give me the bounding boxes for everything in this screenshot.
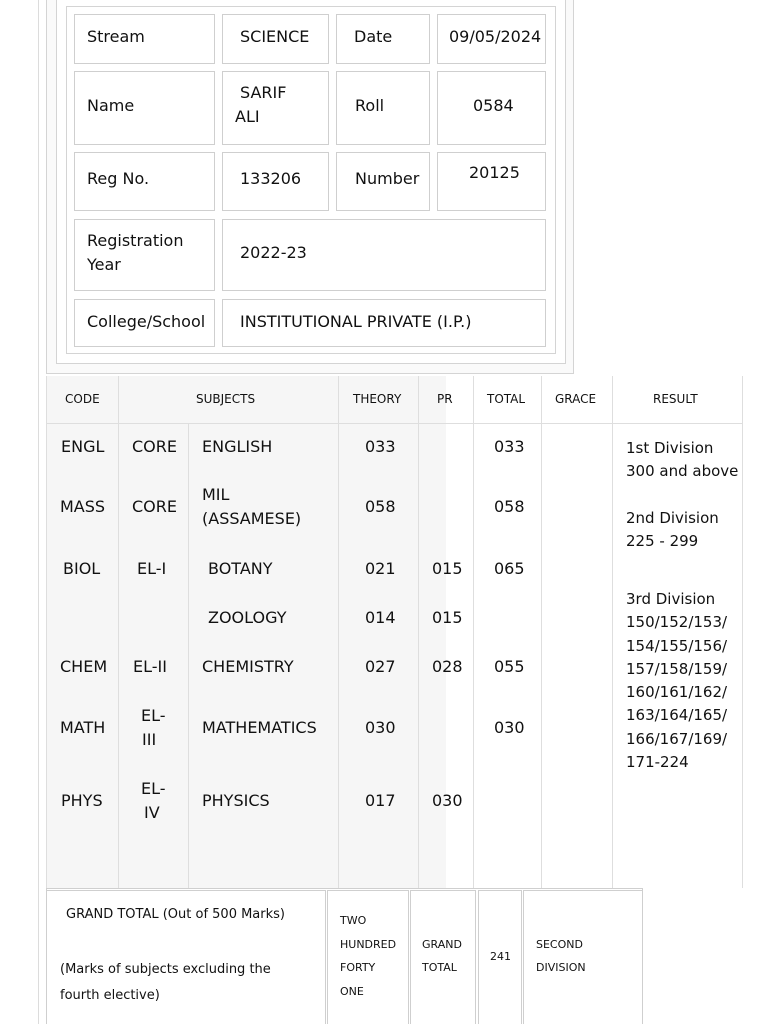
grand-total-note-line2: fourth elective) [60,988,160,1003]
table-row-code: MASS [60,497,106,516]
result-line: 163/164/165/ [626,706,728,724]
table-row-code: ENGL [61,437,105,456]
college-value: INSTITUTIONAL PRIVATE (I.P.) [240,312,472,331]
header-theory: THEORY [353,392,402,406]
col-line-6 [541,376,542,888]
number-value: 20125 [469,163,520,182]
col-line-7 [612,376,613,888]
grand-total-words-line4: ONE [340,985,364,998]
table-row-subject: ZOOLOGY [208,608,287,627]
result-line: 2nd Division [626,509,719,527]
header-result: RESULT [653,392,698,406]
table-row-total: 058 [494,497,525,516]
table-row-total: 055 [494,657,525,676]
regyear-label-line2: Year [87,255,121,274]
table-row-subject: CHEMISTRY [202,657,294,676]
table-row-type: CORE [132,497,177,516]
table-row-type-line2: III [142,730,157,749]
name-label: Name [87,96,135,115]
outer-frame-left [38,0,39,1024]
number-label: Number [355,169,420,188]
table-row-theory: 017 [365,791,396,810]
result-line: 150/152/153/ [626,613,728,631]
table-row-pr: 030 [432,791,463,810]
table-row-theory: 058 [365,497,396,516]
roll-label: Roll [355,96,385,115]
table-row-type: CORE [132,437,177,456]
table-row-subject-line2: (ASSAMESE) [202,509,302,528]
table-row-subject: BOTANY [208,559,273,578]
table-row-code: BIOL [63,559,101,578]
reg-label: Reg No. [87,169,150,188]
result-line: 160/161/162/ [626,683,728,701]
division-cell [523,890,643,1024]
table-row-theory: 021 [365,559,396,578]
result-line: 300 and above [626,462,739,480]
grand-total-label: GRAND TOTAL (Out of 500 Marks) [66,907,285,922]
stream-label: Stream [87,27,145,46]
header-total: TOTAL [487,392,526,406]
table-row-code: MATH [60,718,106,737]
grand-total-words-line1: TWO [340,914,367,927]
result-line: 171-224 [626,753,689,771]
table-row-type: EL-I [137,559,167,578]
college-label: College/School [87,312,206,331]
col-line-4 [418,376,419,888]
roll-value: 0584 [473,96,514,115]
result-line: 154/155/156/ [626,637,728,655]
table-row-code: CHEM [60,657,108,676]
col-line-5 [473,376,474,888]
grand-total-value: 241 [490,950,511,963]
result-line: 157/158/159/ [626,660,728,678]
grand-total-words-cell [327,890,409,1024]
header-grace: GRACE [555,392,597,406]
table-row-theory: 027 [365,657,396,676]
table-row-total: 065 [494,559,525,578]
stream-value: SCIENCE [240,27,310,46]
col-line-8 [742,376,743,888]
table-row-theory: 014 [365,608,396,627]
table-row-theory: 033 [365,437,396,456]
grand-total-words-line2: HUNDRED [340,938,397,951]
table-row-pr: 028 [432,657,463,676]
result-line: 3rd Division [626,590,716,608]
regyear-value: 2022-23 [240,243,307,262]
result-line: 225 - 299 [626,532,699,550]
result-line: 1st Division [626,439,714,457]
result-line: 166/167/169/ [626,730,728,748]
name-value-line1: SARIF [240,83,287,102]
col-line-2 [188,423,189,888]
grand-total-heading-line1: GRAND [422,938,462,951]
grand-total-words-line3: FORTY [340,961,376,974]
date-label: Date [354,27,393,46]
table-row-subject: MIL [202,485,230,504]
table-row-theory: 030 [365,718,396,737]
table-row-pr: 015 [432,608,463,627]
col-line-0 [46,376,47,888]
table-row-total: 033 [494,437,525,456]
reg-value: 133206 [240,169,302,188]
table-row-subject: PHYSICS [202,791,270,810]
table-row-type: EL-II [133,657,167,676]
table-row-subject: ENGLISH [202,437,273,456]
table-row-type-line2: IV [144,803,160,822]
name-value-line2: ALI [235,107,260,126]
header-subjects: SUBJECTS [196,392,256,406]
grand-total-heading-line2: TOTAL [422,961,457,974]
header-code: CODE [65,392,100,406]
division-line2: DIVISION [536,961,586,974]
header-pr: PR [437,392,453,406]
table-row-type: EL- [141,779,166,798]
col-line-3 [338,376,339,888]
table-row-total: 030 [494,718,525,737]
table-row-type: EL- [141,706,166,725]
table-row-code: PHYS [61,791,103,810]
col-line-1 [118,376,119,888]
table-row-subject: MATHEMATICS [202,718,317,737]
date-value: 09/05/2024 [449,27,542,46]
table-row-pr: 015 [432,559,463,578]
regyear-label-line1: Registration [87,231,184,250]
division-line1: SECOND [536,938,583,951]
grand-total-note-line1: (Marks of subjects excluding the [60,962,271,977]
marks-header-divider [46,423,743,424]
grand-total-heading-cell [410,890,476,1024]
